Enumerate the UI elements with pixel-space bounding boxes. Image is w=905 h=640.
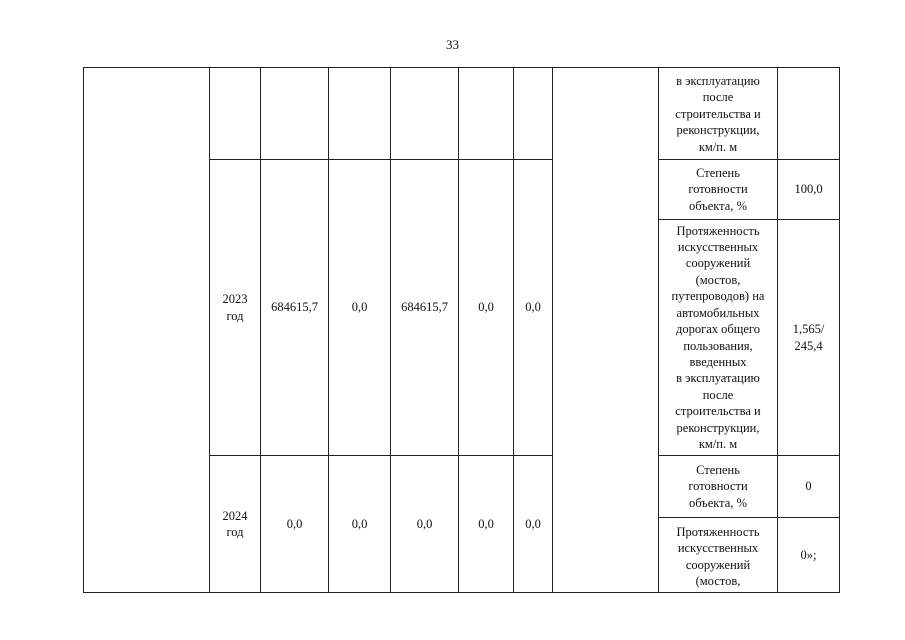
data-table (83, 67, 840, 593)
funding-cell: 0,0 (391, 456, 459, 593)
indicator-name-cell: Протяженность искусственных сооружений (мостов, (659, 518, 778, 593)
funding-cell (459, 68, 514, 160)
object-name-cell (84, 68, 210, 593)
indicator-name-cell: Степень готовности объекта, % (659, 456, 778, 518)
indicator-name-cell: Протяженность искусственных сооружений (мостов, путепроводов) на автомобильных дорогах общего пользования, введенных в эксплуатацию после строительства и реконструкции, км/п. м (659, 220, 778, 456)
year-cell: 2023 год (210, 160, 261, 456)
funding-cell: 0,0 (329, 456, 391, 593)
indicator-value-cell: 0 (778, 456, 840, 518)
total-cell: 0,0 (261, 456, 329, 593)
page-number: 33 (446, 37, 459, 52)
executor-cell (553, 68, 659, 593)
indicator-value-cell: 0»; (778, 518, 840, 593)
funding-cell (329, 68, 391, 160)
year-cell: 2024 год (210, 456, 261, 593)
funding-cell (514, 68, 553, 160)
funding-cell: 0,0 (329, 160, 391, 456)
indicator-name-cell: Степень готовности объекта, % (659, 160, 778, 220)
indicator-value-cell: 1,565/ 245,4 (778, 220, 840, 456)
funding-cell: 0,0 (459, 456, 514, 593)
indicator-name-cell: в эксплуатацию после строительства и реконструкции, км/п. м (659, 68, 778, 160)
total-cell: 684615,7 (261, 160, 329, 456)
funding-cell: 0,0 (459, 160, 514, 456)
year-cell (210, 68, 261, 160)
funding-cell (391, 68, 459, 160)
indicator-value-cell (778, 68, 840, 160)
table-row (84, 68, 840, 160)
funding-cell: 0,0 (514, 456, 553, 593)
indicator-value-cell: 100,0 (778, 160, 840, 220)
total-cell (261, 68, 329, 160)
funding-cell: 684615,7 (391, 160, 459, 456)
funding-cell: 0,0 (514, 160, 553, 456)
